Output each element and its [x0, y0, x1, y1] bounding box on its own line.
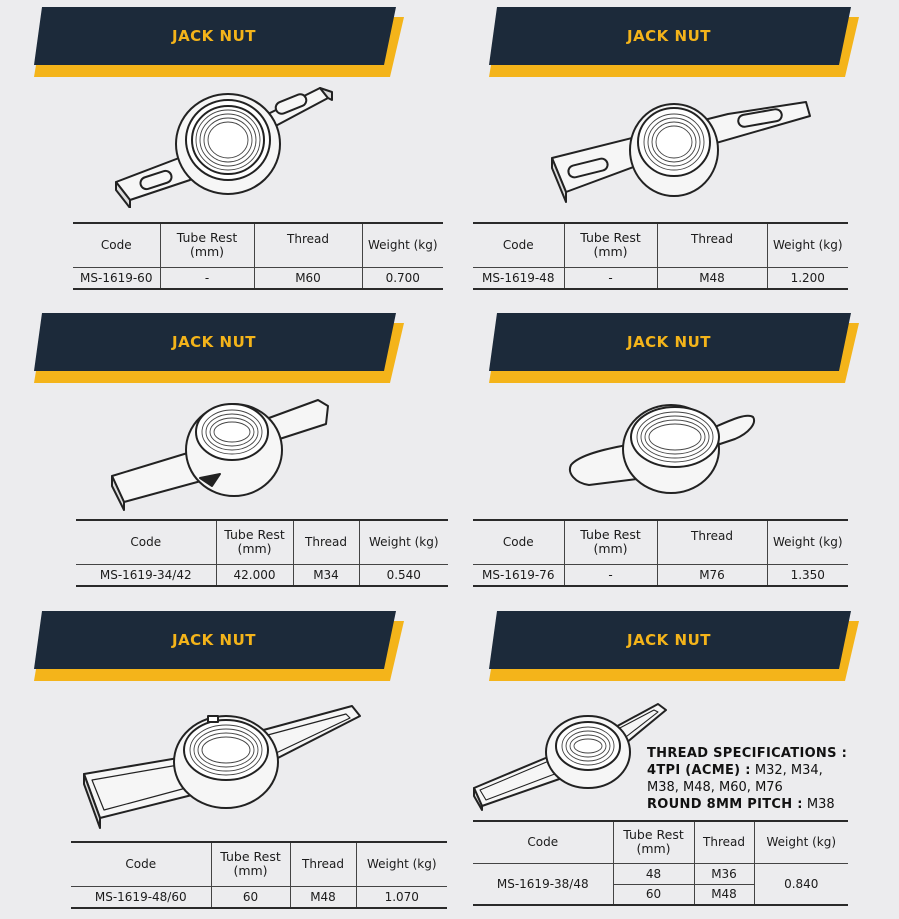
cell-tube-rest: - [564, 564, 657, 586]
cell-weight: 1.200 [767, 267, 848, 289]
cell-thread-1: M36 [694, 863, 754, 884]
header-weight: Weight (kg) [356, 842, 447, 886]
round-label: ROUND 8MM PITCH : [647, 797, 803, 812]
acme-values-1: M32, M34, [754, 763, 823, 778]
header-thread: Thread [694, 821, 754, 863]
card5-title: JACK NUT [171, 631, 256, 649]
header-weight: Weight (kg) [754, 821, 848, 863]
header-weight: Weight (kg) [767, 223, 848, 267]
card1-title: JACK NUT [171, 27, 256, 45]
cell-tube-rest: 60 [211, 886, 290, 908]
cell-code: MS-1619-38/48 [473, 863, 613, 905]
card6-title: JACK NUT [626, 631, 711, 649]
header-tube-rest: Tube Rest (mm) [564, 223, 657, 267]
header-weight: Weight (kg) [359, 520, 448, 564]
header-code: Code [71, 842, 211, 886]
cell-thread: M34 [293, 564, 359, 586]
jack-nut-34-42-image [108, 392, 333, 512]
cell-thread: M76 [657, 564, 767, 586]
header-code: Code [473, 821, 613, 863]
card2-banner [489, 7, 859, 77]
cell-tube-rest-2: 60 [613, 884, 694, 905]
header-thread: Thread [290, 842, 356, 886]
card4-title: JACK NUT [626, 333, 711, 351]
card4-banner [489, 313, 859, 383]
header-tube-rest: Tube Rest (mm) [216, 520, 293, 564]
thread-specifications [647, 745, 887, 813]
jack-nut-60-image [110, 78, 340, 208]
card4-spec-table [473, 519, 848, 587]
card2-spec-table [473, 222, 848, 290]
header-thread: Thread [293, 520, 359, 564]
thread-spec-title: THREAD SPECIFICATIONS : [647, 746, 848, 761]
jack-nut-38-48-image [470, 700, 670, 812]
card1-spec-table [73, 222, 443, 290]
cell-thread: M60 [254, 267, 362, 289]
header-thread: Thread [657, 223, 767, 267]
card6-spec-table [473, 820, 848, 906]
header-tube-rest: Tube Rest (mm) [160, 223, 254, 267]
header-tube-rest: Tube Rest (mm) [211, 842, 290, 886]
jack-nut-76-image [565, 393, 760, 498]
cell-code: MS-1619-48 [473, 267, 564, 289]
cell-code: MS-1619-76 [473, 564, 564, 586]
cell-code: MS-1619-34/42 [76, 564, 216, 586]
round-value: M38 [806, 797, 835, 812]
card5-banner [34, 611, 404, 681]
cell-weight: 0.840 [754, 863, 848, 905]
cell-code: MS-1619-48/60 [71, 886, 211, 908]
header-code: Code [76, 520, 216, 564]
header-tube-rest: Tube Rest (mm) [613, 821, 694, 863]
cell-thread: M48 [290, 886, 356, 908]
cell-weight: 0.540 [359, 564, 448, 586]
acme-values-2: M38, M48, M60, M76 [647, 780, 783, 795]
cell-weight: 1.350 [767, 564, 848, 586]
card2-title: JACK NUT [626, 27, 711, 45]
jack-nut-48-60-image [80, 702, 365, 832]
header-code: Code [473, 223, 564, 267]
header-thread: Thread [254, 223, 362, 267]
card3-title: JACK NUT [171, 333, 256, 351]
cell-tube-rest-1: 48 [613, 863, 694, 884]
card5-spec-table [71, 841, 447, 909]
header-weight: Weight (kg) [767, 520, 848, 564]
cell-weight: 0.700 [362, 267, 443, 289]
cell-weight: 1.070 [356, 886, 447, 908]
card3-banner [34, 313, 404, 383]
cell-thread: M48 [657, 267, 767, 289]
header-code: Code [473, 520, 564, 564]
header-thread: Thread [657, 520, 767, 564]
cell-tube-rest: - [564, 267, 657, 289]
card3-spec-table [76, 519, 448, 587]
cell-code: MS-1619-60 [73, 267, 160, 289]
card1-banner [34, 7, 404, 77]
header-code: Code [73, 223, 160, 267]
jack-nut-48-image [548, 80, 813, 205]
header-tube-rest: Tube Rest (mm) [564, 520, 657, 564]
header-weight: Weight (kg) [362, 223, 443, 267]
cell-thread-2: M48 [694, 884, 754, 905]
acme-label: 4TPI (ACME) : [647, 763, 751, 778]
card6-banner [489, 611, 859, 681]
cell-tube-rest: 42.000 [216, 564, 293, 586]
cell-tube-rest: - [160, 267, 254, 289]
